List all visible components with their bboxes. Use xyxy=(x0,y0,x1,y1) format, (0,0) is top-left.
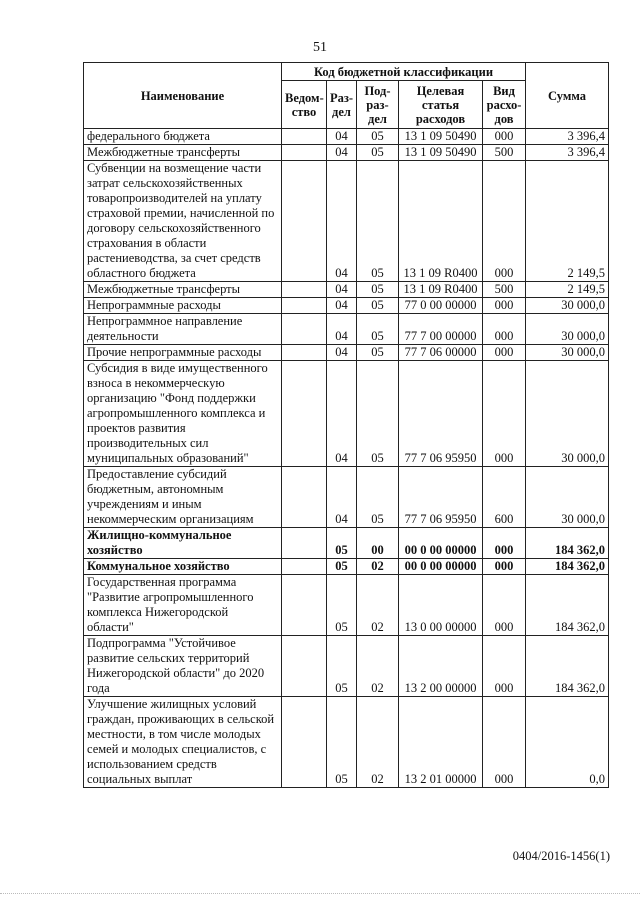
cell-podr: 05 xyxy=(357,361,399,467)
cell-name: Субвенции на возмещение части затрат сельскохозяйственных товаропроизводителей на уплату страховой премии, начисленной по договору сельскохозяйственного страхования в области растениеводства, за счет средств областного бюджета xyxy=(84,161,282,282)
cell-target: 77 0 00 00000 xyxy=(399,298,483,314)
cell-podr: 05 xyxy=(357,145,399,161)
header-vid: Вид расхо-дов xyxy=(483,81,526,129)
cell-name: Жилищно-коммунальное хозяйство xyxy=(84,528,282,559)
header-group: Код бюджетной классификации xyxy=(282,63,526,81)
table-row xyxy=(84,361,609,467)
cell-name: федерального бюджета xyxy=(84,129,282,145)
cell-name: Непрограммное направление деятельности xyxy=(84,314,282,345)
cell-razd: 05 xyxy=(327,528,357,559)
cell-target: 77 7 06 95950 xyxy=(399,361,483,467)
cell-razd: 04 xyxy=(327,345,357,361)
cell-ved xyxy=(282,298,327,314)
cell-target: 13 1 09 R0400 xyxy=(399,161,483,282)
cell-sum: 184 362,0 xyxy=(526,559,609,575)
cell-razd: 05 xyxy=(327,636,357,697)
cell-target: 13 2 00 00000 xyxy=(399,636,483,697)
cell-vid: 000 xyxy=(483,361,526,467)
cell-vid: 000 xyxy=(483,636,526,697)
cell-name: Субсидия в виде имущественного взноса в некоммерческую организацию "Фонд поддержки агропромышленного комплекса и проектов развития производительных сил муниципальных образований" xyxy=(84,361,282,467)
cell-sum: 0,0 xyxy=(526,697,609,788)
cell-podr: 05 xyxy=(357,467,399,528)
cell-podr: 02 xyxy=(357,559,399,575)
table-row xyxy=(84,145,609,161)
cell-razd: 04 xyxy=(327,161,357,282)
cell-target: 77 7 00 00000 xyxy=(399,314,483,345)
cell-name: Межбюджетные трансферты xyxy=(84,282,282,298)
cell-name: Подпрограмма "Устойчивое развитие сельских территорий Нижегородской области" до 2020 года xyxy=(84,636,282,697)
cell-vid: 000 xyxy=(483,161,526,282)
cell-razd: 05 xyxy=(327,697,357,788)
table-row xyxy=(84,528,609,559)
cell-target: 13 2 01 00000 xyxy=(399,697,483,788)
cell-podr: 02 xyxy=(357,636,399,697)
cell-sum: 2 149,5 xyxy=(526,282,609,298)
cell-razd: 04 xyxy=(327,298,357,314)
cell-name: Непрограммные расходы xyxy=(84,298,282,314)
cell-sum: 30 000,0 xyxy=(526,361,609,467)
cell-ved xyxy=(282,559,327,575)
cell-name: Прочие непрограммные расходы xyxy=(84,345,282,361)
cell-vid: 000 xyxy=(483,697,526,788)
cell-ved xyxy=(282,636,327,697)
cell-name: Предоставление субсидий бюджетным, автономным учреждениям и иным некоммерческим организациям xyxy=(84,467,282,528)
cell-podr: 05 xyxy=(357,282,399,298)
header-sum: Сумма xyxy=(526,63,609,129)
cell-razd: 05 xyxy=(327,559,357,575)
page-number: 51 xyxy=(313,40,327,55)
cell-ved xyxy=(282,345,327,361)
cell-razd: 04 xyxy=(327,314,357,345)
cell-podr: 02 xyxy=(357,697,399,788)
cell-ved xyxy=(282,282,327,298)
cell-podr: 02 xyxy=(357,575,399,636)
cell-vid: 500 xyxy=(483,145,526,161)
cell-target: 00 0 00 00000 xyxy=(399,559,483,575)
cell-razd: 04 xyxy=(327,129,357,145)
cell-sum: 184 362,0 xyxy=(526,575,609,636)
cell-podr: 00 xyxy=(357,528,399,559)
cell-target: 13 1 09 50490 xyxy=(399,145,483,161)
cell-podr: 05 xyxy=(357,129,399,145)
cell-ved xyxy=(282,314,327,345)
table-row xyxy=(84,129,609,145)
cell-vid: 000 xyxy=(483,314,526,345)
cell-razd: 05 xyxy=(327,575,357,636)
cell-razd: 04 xyxy=(327,467,357,528)
cell-sum: 30 000,0 xyxy=(526,298,609,314)
cell-target: 13 0 00 00000 xyxy=(399,575,483,636)
cell-ved xyxy=(282,129,327,145)
cell-ved xyxy=(282,161,327,282)
cell-ved xyxy=(282,697,327,788)
cell-vid: 500 xyxy=(483,282,526,298)
cell-target: 13 1 09 50490 xyxy=(399,129,483,145)
cell-vid: 600 xyxy=(483,467,526,528)
header-razdel: Раз-дел xyxy=(327,81,357,129)
cell-vid: 000 xyxy=(483,345,526,361)
cell-sum: 2 149,5 xyxy=(526,161,609,282)
cell-name: Государственная программа "Развитие агропромышленного комплекса Нижегородской области" xyxy=(84,575,282,636)
table-row xyxy=(84,697,609,788)
table-row xyxy=(84,314,609,345)
cell-ved xyxy=(282,145,327,161)
cell-razd: 04 xyxy=(327,282,357,298)
document-code: 0404/2016-1456(1) xyxy=(512,849,610,863)
cell-target: 77 7 06 00000 xyxy=(399,345,483,361)
cell-target: 00 0 00 00000 xyxy=(399,528,483,559)
cell-ved xyxy=(282,361,327,467)
header-target: Целевая статья расходов xyxy=(399,81,483,129)
header-name: Наименование xyxy=(84,63,282,129)
cell-sum: 3 396,4 xyxy=(526,129,609,145)
cell-sum: 184 362,0 xyxy=(526,528,609,559)
cell-vid: 000 xyxy=(483,559,526,575)
table-row xyxy=(84,161,609,282)
cell-podr: 05 xyxy=(357,298,399,314)
table-row xyxy=(84,345,609,361)
cell-sum: 30 000,0 xyxy=(526,467,609,528)
table-row xyxy=(84,559,609,575)
cell-podr: 05 xyxy=(357,314,399,345)
cell-target: 13 1 09 R0400 xyxy=(399,282,483,298)
cell-name: Коммунальное хозяйство xyxy=(84,559,282,575)
table-row xyxy=(84,298,609,314)
header-podrazdel: Под-раз-дел xyxy=(357,81,399,129)
cell-ved xyxy=(282,467,327,528)
header-vedomstvo: Ведом-ство xyxy=(282,81,327,129)
cell-sum: 30 000,0 xyxy=(526,314,609,345)
table-row xyxy=(84,282,609,298)
cell-sum: 30 000,0 xyxy=(526,345,609,361)
cell-target: 77 7 06 95950 xyxy=(399,467,483,528)
cell-podr: 05 xyxy=(357,161,399,282)
table-row xyxy=(84,575,609,636)
cell-sum: 184 362,0 xyxy=(526,636,609,697)
cell-ved xyxy=(282,575,327,636)
cell-name: Межбюджетные трансферты xyxy=(84,145,282,161)
cell-vid: 000 xyxy=(483,575,526,636)
table-row xyxy=(84,636,609,697)
budget-table xyxy=(83,62,609,788)
cell-podr: 05 xyxy=(357,345,399,361)
bottom-divider xyxy=(0,893,640,895)
cell-ved xyxy=(282,528,327,559)
cell-sum: 3 396,4 xyxy=(526,145,609,161)
cell-vid: 000 xyxy=(483,528,526,559)
cell-vid: 000 xyxy=(483,129,526,145)
table-row xyxy=(84,467,609,528)
cell-name: Улучшение жилищных условий граждан, проживающих в сельской местности, в том числе молодых семей и молодых специалистов, с использованием средств социальных выплат xyxy=(84,697,282,788)
cell-vid: 000 xyxy=(483,298,526,314)
cell-razd: 04 xyxy=(327,145,357,161)
cell-razd: 04 xyxy=(327,361,357,467)
